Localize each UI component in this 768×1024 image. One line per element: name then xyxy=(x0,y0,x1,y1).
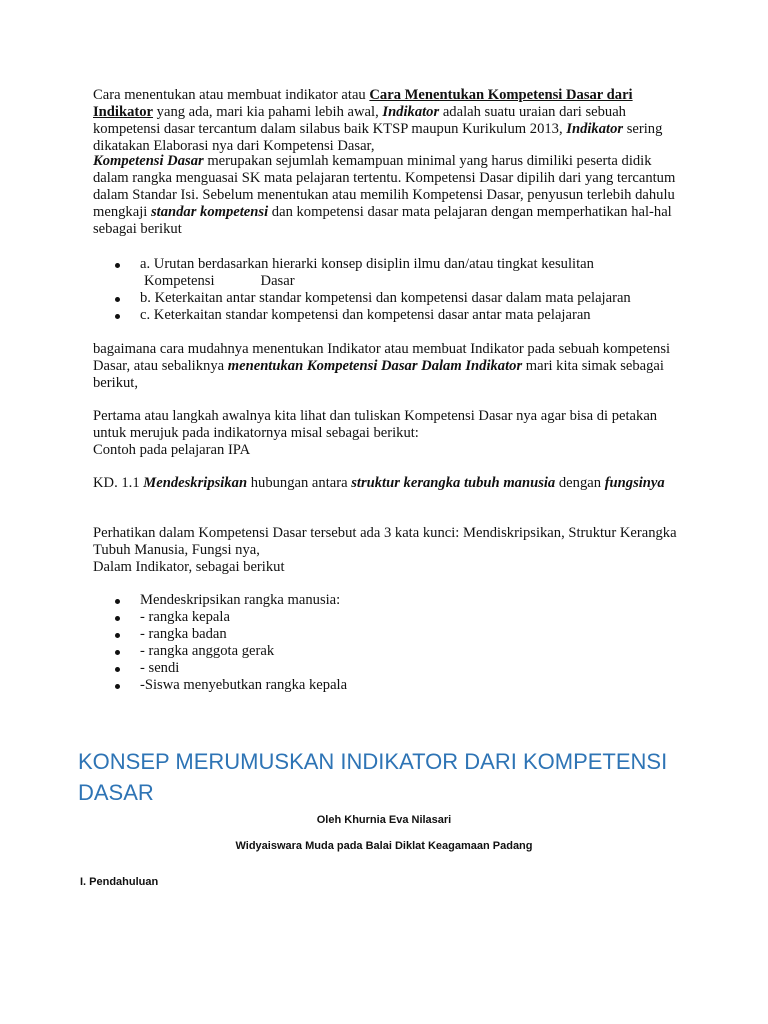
section-heading: KONSEP MERUMUSKAN INDIKATOR DARI KOMPETENSI DASAR xyxy=(78,749,668,805)
kompetensi-dasar-paragraph xyxy=(93,153,683,238)
list-item: - rangka anggota gerak xyxy=(112,643,692,660)
list-item: -Siswa menyebutkan rangka kepala xyxy=(112,677,692,694)
intro-text: Cara menentukan atau membuat indikator atau xyxy=(93,87,370,103)
affiliation-line: Widyaiswara Muda pada Balai Diklat Keagamaan Padang xyxy=(235,840,533,852)
kd-example-text: dengan xyxy=(555,475,605,491)
kd-text: dan kompetensi dasar mata pelajaran dengan memperhatikan hal-hal sebagai berikut xyxy=(93,204,672,237)
method-text: mari kita simak sebagai berikut, xyxy=(93,358,664,391)
kompetensi-dasar-term: Kompetensi Dasar xyxy=(93,153,204,169)
indikator-list xyxy=(112,592,692,694)
first-step-paragraph xyxy=(93,408,683,459)
list-item: Mendeskripsikan rangka manusia: xyxy=(112,592,692,609)
list-item-text: c. Keterkaitan standar kompetensi dan kompetensi dasar antar mata pelajaran xyxy=(140,307,591,323)
list-item-text: a. Urutan berdasarkan hierarki konsep disiplin ilmu dan/atau tingkat kesulitan xyxy=(140,256,594,272)
kd-example-text: hubungan antara xyxy=(247,475,352,491)
criteria-list xyxy=(112,256,692,324)
method-paragraph xyxy=(93,341,683,392)
indikator-term: Indikator xyxy=(566,121,624,137)
intro-paragraph xyxy=(93,87,683,155)
keyword-fungsi: fungsinya xyxy=(604,475,665,491)
list-item: - rangka badan xyxy=(112,626,692,643)
list-item xyxy=(112,307,692,324)
method-emphasis: menentukan Kompetensi Dasar Dalam Indikator xyxy=(227,358,523,374)
first-step-text: Pertama atau langkah awalnya kita lihat dan tuliskan Kompetensi Dasar nya agar bisa di petakan untuk merujuk pada indikatornya misal sebagai berikut: xyxy=(93,408,658,441)
list-item: - rangka kepala xyxy=(112,609,692,626)
kd-example-text: KD. 1.1 xyxy=(93,475,144,491)
kd-example-paragraph xyxy=(93,475,683,492)
kd-from-indikator-link[interactable]: Cara Menentukan Kompetensi Dasar dari Indikator xyxy=(93,87,633,120)
author-line: Oleh Khurnia Eva Nilasari xyxy=(316,814,452,826)
intro-text: sering dikatakan Elaborasi nya dari Kompetensi Dasar, xyxy=(93,121,663,154)
intro-text: yang ada, mari kia pahami lebih awal, xyxy=(153,104,383,120)
list-item xyxy=(112,256,692,290)
intro-text: adalah suatu uraian dari sebuah kompetensi dasar tercantum dalam silabus baik KTSP maupun Kurikulum 2013, xyxy=(93,104,626,137)
keywords-text: Dalam Indikator, sebagai berikut xyxy=(93,559,285,575)
list-item-text: b. Keterkaitan antar standar kompetensi dan kompetensi dasar dalam mata pelajaran xyxy=(140,290,631,306)
method-text: bagaimana cara mudahnya menentukan Indikator atau membuat Indikator pada sebuah kompetensi Dasar, atau sebaliknya xyxy=(93,341,671,374)
keyword-mendeskripsikan: Mendeskripsikan xyxy=(143,475,248,491)
keywords-text: Perhatikan dalam Kompetensi Dasar tersebut ada 3 kata kunci: Mendiskripsikan, Struktur Kerangka Tubuh Manusia, Fungsi nya, xyxy=(93,525,677,558)
indikator-term: Indikator xyxy=(382,104,440,120)
keywords-paragraph xyxy=(93,525,683,576)
list-item-text: Dasar xyxy=(260,273,295,289)
list-item xyxy=(112,290,692,307)
list-item-text: Kompetensi xyxy=(144,273,215,289)
section-title-pendahuluan: I. Pendahuluan xyxy=(80,876,159,888)
kd-text: merupakan sejumlah kemampuan minimal yang harus dimiliki peserta didik dalam rangka menguasai SK mata pelajaran tertentu. Kompetensi Dasar dipilih dari yang tercantum dalam Standar Isi. Sebelum menentukan atau memilih Kompetensi Dasar, penyusun terlebih dahulu mengkaji xyxy=(93,153,676,220)
list-item: - sendi xyxy=(112,660,692,677)
standar-kompetensi-term: standar kompetensi xyxy=(150,204,269,220)
first-step-text: Contoh pada pelajaran IPA xyxy=(93,442,251,458)
keyword-struktur: struktur kerangka tubuh manusia xyxy=(351,475,556,491)
